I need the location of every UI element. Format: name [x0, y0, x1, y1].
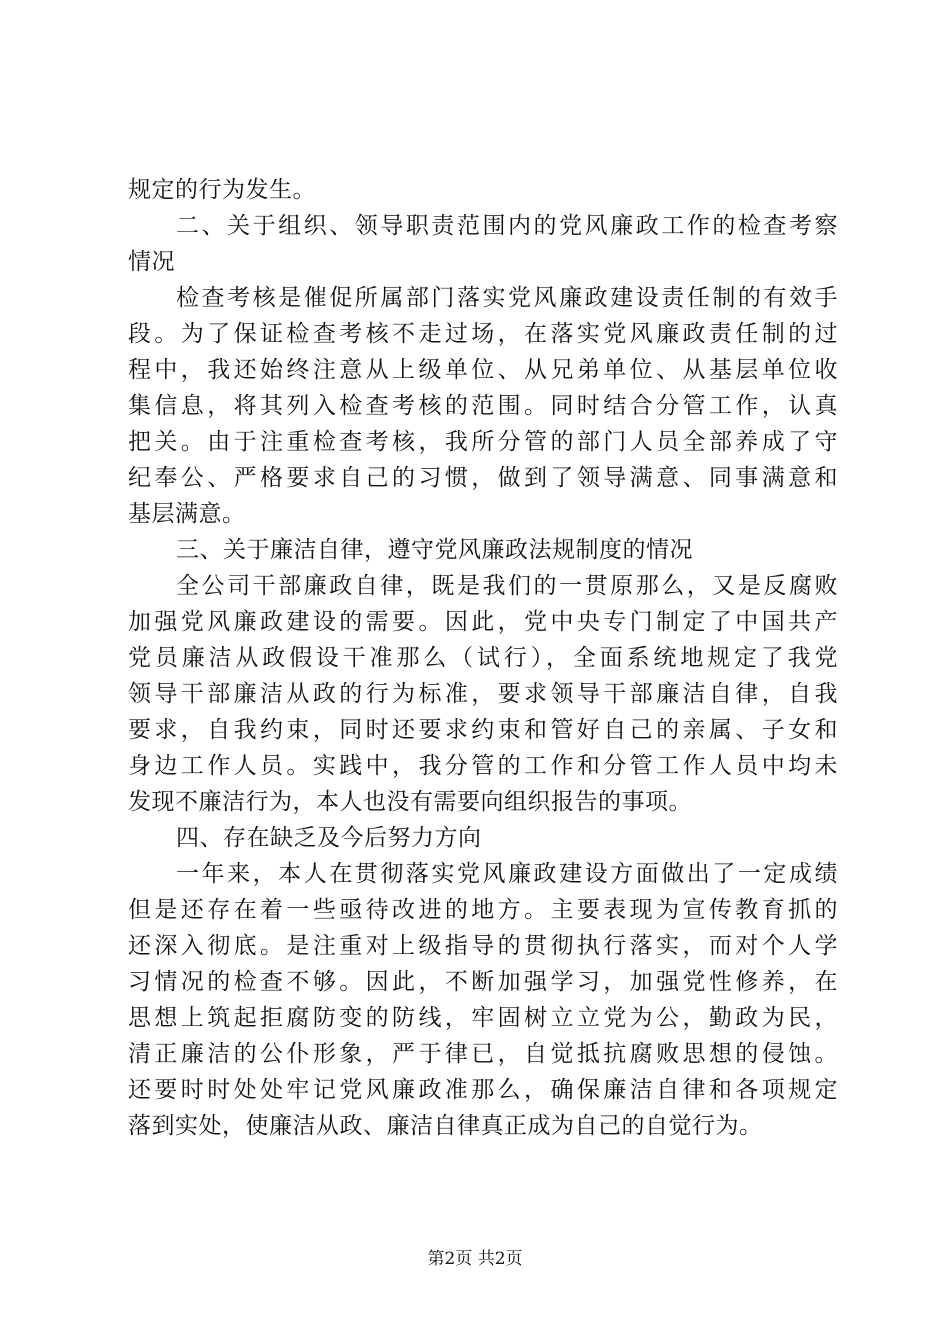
text-line: 身边工作人员。实践中，我分管的工作和分管工作人员中均未 — [128, 753, 838, 779]
text-line: 三、关于廉洁自律，遵守党风廉政法规制度的情况 — [176, 537, 693, 563]
text-line: 程中，我还始终注意从上级单位、从兄弟单位、从基层单位收 — [128, 357, 838, 383]
text-line: 检查考核是催促所属部门落实党风廉政建设责任制的有效手 — [176, 285, 838, 311]
text-line: 思想上筑起拒腐防变的防线，牢固树立立党为公，勤政为民， — [128, 1005, 838, 1031]
text-line: 四、存在缺乏及今后努力方向 — [176, 825, 482, 851]
text-line: 习情况的检查不够。因此，不断加强学习，加强党性修养，在 — [128, 969, 838, 995]
text-line: 把关。由于注重检查考核，我所分管的部门人员全部养成了守 — [128, 429, 838, 455]
text-line: 全公司干部廉政自律，既是我们的一贯原那么，又是反腐败 — [176, 573, 838, 599]
text-line: 一年来，本人在贯彻落实党风廉政建设方面做出了一定成绩 — [176, 861, 838, 887]
text-line: 要求，自我约束，同时还要求约束和管好自己的亲属、子女和 — [128, 717, 838, 743]
text-line: 情况 — [128, 249, 175, 275]
text-line: 加强党风廉政建设的需要。因此，党中央专门制定了中国共产 — [128, 609, 838, 635]
text-line: 集信息，将其列入检查考核的范围。同时结合分管工作，认真 — [128, 393, 838, 419]
text-line: 党员廉洁从政假设干准那么（试行），全面系统地规定了我党 — [128, 645, 838, 671]
page-footer: 第2页 共2页 — [427, 1249, 523, 1269]
text-line: 但是还存在着一些亟待改进的地方。主要表现为宣传教育抓的 — [128, 897, 838, 923]
text-line: 二、关于组织、领导职责范围内的党风廉政工作的检查考察 — [176, 213, 838, 239]
text-line: 还深入彻底。是注重对上级指导的贯彻执行落实，而对个人学 — [128, 933, 838, 959]
text-line: 还要时时处处牢记党风廉政准那么，确保廉洁自律和各项规定 — [128, 1077, 838, 1103]
text-line: 清正廉洁的公仆形象，严于律已，自觉抵抗腐败思想的侵蚀。 — [128, 1041, 838, 1067]
text-line: 领导干部廉洁从政的行为标准，要求领导干部廉洁自律，自我 — [128, 681, 838, 707]
text-line: 基层满意。 — [128, 501, 246, 527]
text-line: 落到实处，使廉洁从政、廉洁自律真正成为自己的自觉行为。 — [128, 1113, 763, 1139]
document-body — [128, 172, 838, 1144]
text-line: 段。为了保证检查考核不走过场，在落实党风廉政责任制的过 — [128, 321, 838, 347]
text-line: 纪奉公、严格要求自己的习惯，做到了领导满意、同事满意和 — [128, 465, 838, 491]
text-line: 发现不廉洁行为，本人也没有需要向组织报告的事项。 — [128, 789, 692, 815]
text-line: 规定的行为发生。 — [128, 177, 316, 203]
